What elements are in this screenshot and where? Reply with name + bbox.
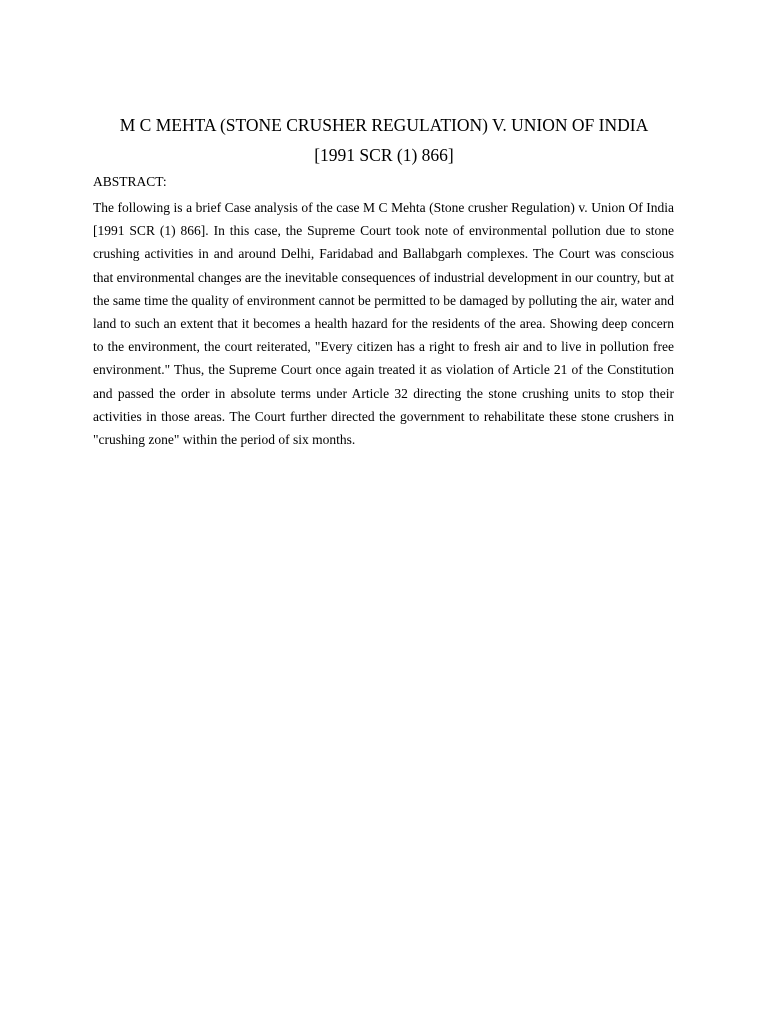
abstract-label: ABSTRACT: [93, 174, 167, 189]
document-title: M C MEHTA (STONE CRUSHER REGULATION) V. UNION OF INDIA [119, 115, 649, 135]
abstract-paragraph: The following is a brief Case analysis of the case M C Mehta (Stone crusher Regulation) v. Union Of India [1991 SCR (1) 866]. In this case, the Supreme Court took note of environmental pollution due to stone crushing activities in and around Delhi, Faridabad and Ballabgarh complexes. The Court was conscious that environmental changes are the inevitable consequences of industrial development in our country, but at the same time the quality of environment cannot be permitted to be damaged by polluting the air, water and land to such an extent that it becomes a health hazard for the residents of the area. Showing deep concern to the environment, the court reiterated, "Every citizen has a right to fresh air and to live in pollution free environment." Thus, the Supreme Court once again treated it as violation of Article 21 of the Constitution and passed the order in absolute terms under Article 32 directing the stone crushing units to stop their activities in those areas. The Court further directed the government to rehabilitate these stone crushers in "crushing zone" within the period of six months. [93, 200, 674, 448]
case-citation: [1991 SCR (1) 866] [314, 145, 454, 165]
